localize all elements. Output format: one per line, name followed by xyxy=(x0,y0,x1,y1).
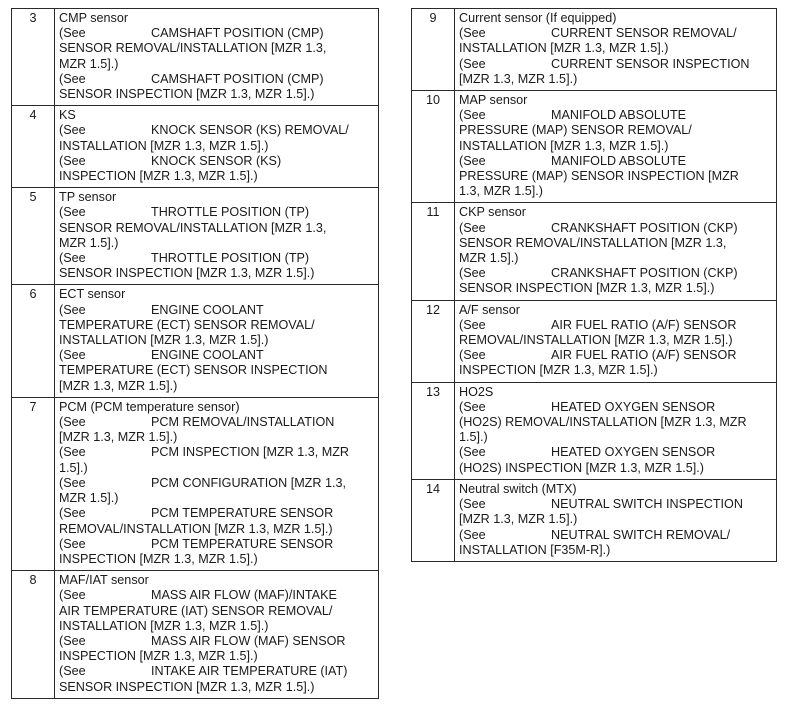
sensor-title: MAP sensor xyxy=(459,93,528,108)
reference-line: (See CURRENT SENSOR REMOVAL/ xyxy=(459,26,737,41)
reference-line: INSPECTION [MZR 1.3, MZR 1.5].) xyxy=(459,363,658,378)
procedure-reference[interactable] xyxy=(459,445,772,475)
reference-line: TEMPERATURE (ECT) SENSOR REMOVAL/ xyxy=(59,317,315,332)
procedure-reference[interactable] xyxy=(59,634,374,664)
reference-line: MZR 1.5].) xyxy=(59,491,119,506)
reference-line: INSPECTION [MZR 1.3, MZR 1.5].) xyxy=(59,551,258,566)
sensor-title: HO2S xyxy=(459,384,494,399)
reference-line: SENSOR INSPECTION [MZR 1.3, MZR 1.5].) xyxy=(59,679,315,694)
item-body xyxy=(55,285,379,397)
procedure-reference[interactable] xyxy=(459,318,772,348)
reference-line: (See MANIFOLD ABSOLUTE xyxy=(459,153,687,168)
reference-line: SENSOR REMOVAL/INSTALLATION [MZR 1.3, xyxy=(59,220,327,235)
reference-line: (See AIR FUEL RATIO (A/F) SENSOR xyxy=(459,348,737,363)
procedure-reference[interactable] xyxy=(459,528,772,558)
reference-line: INSTALLATION [F35M-R].) xyxy=(459,542,611,557)
sensor-row xyxy=(12,571,379,699)
item-number: 12 xyxy=(412,300,455,382)
reference-line: (See CAMSHAFT POSITION (CMP) xyxy=(59,71,324,86)
item-body xyxy=(55,571,379,699)
procedure-reference[interactable] xyxy=(459,154,772,200)
reference-line: PRESSURE (MAP) SENSOR REMOVAL/ xyxy=(459,123,692,138)
reference-line: 1.3, MZR 1.5].) xyxy=(459,184,543,199)
reference-line: 1.5].) xyxy=(59,460,88,475)
reference-line: INSPECTION [MZR 1.3, MZR 1.5].) xyxy=(59,169,258,184)
reference-line: (See CRANKSHAFT POSITION (CKP) xyxy=(459,266,738,281)
reference-line: (See CURRENT SENSOR INSPECTION xyxy=(459,56,750,71)
reference-line: (See THROTTLE POSITION (TP) xyxy=(59,251,310,266)
reference-line: (See PCM INSPECTION [MZR 1.3, MZR xyxy=(59,445,350,460)
procedure-reference[interactable] xyxy=(59,251,374,281)
item-body xyxy=(55,397,379,570)
sensor-title: ECT sensor xyxy=(59,287,126,302)
item-number: 10 xyxy=(412,91,455,203)
procedure-reference[interactable] xyxy=(59,205,374,251)
reference-line: SENSOR INSPECTION [MZR 1.3, MZR 1.5].) xyxy=(459,281,715,296)
reference-line: (See MASS AIR FLOW (MAF)/INTAKE xyxy=(59,588,337,603)
reference-line: (See CRANKSHAFT POSITION (CKP) xyxy=(459,220,738,235)
sensor-title: Neutral switch (MTX) xyxy=(459,481,577,496)
sensor-row xyxy=(12,106,379,188)
reference-line: REMOVAL/INSTALLATION [MZR 1.3, MZR 1.5].) xyxy=(459,333,733,348)
procedure-reference[interactable] xyxy=(459,266,772,296)
procedure-reference[interactable] xyxy=(459,221,772,267)
reference-line: SENSOR REMOVAL/INSTALLATION [MZR 1.3, xyxy=(459,235,727,250)
reference-line: (See NEUTRAL SWITCH REMOVAL/ xyxy=(459,527,731,542)
item-body xyxy=(455,203,777,300)
reference-line: PRESSURE (MAP) SENSOR INSPECTION [MZR xyxy=(459,169,739,184)
sensor-row xyxy=(412,9,777,91)
procedure-reference[interactable] xyxy=(59,123,374,153)
item-number: 3 xyxy=(12,9,55,106)
reference-line: (HO2S) REMOVAL/INSTALLATION [MZR 1.3, MZR xyxy=(459,415,747,430)
procedure-reference[interactable] xyxy=(59,154,374,184)
procedure-reference[interactable] xyxy=(59,445,374,475)
item-number: 6 xyxy=(12,285,55,397)
procedure-reference[interactable] xyxy=(59,476,374,506)
sensor-title: MAF/IAT sensor xyxy=(59,573,149,588)
item-number: 11 xyxy=(412,203,455,300)
sensor-reference-table-right xyxy=(411,8,777,562)
procedure-reference[interactable] xyxy=(459,57,772,87)
reference-line: [MZR 1.3, MZR 1.5].) xyxy=(59,378,178,393)
sensor-row xyxy=(412,479,777,561)
procedure-reference[interactable] xyxy=(459,400,772,446)
item-number: 4 xyxy=(12,106,55,188)
reference-line: (HO2S) INSPECTION [MZR 1.3, MZR 1.5].) xyxy=(459,460,704,475)
reference-line: SENSOR INSPECTION [MZR 1.3, MZR 1.5].) xyxy=(59,87,315,102)
sensor-title: PCM (PCM temperature sensor) xyxy=(59,399,240,414)
sensor-title: Current sensor (If equipped) xyxy=(459,11,617,25)
reference-line: MZR 1.5].) xyxy=(59,56,119,71)
sensor-row xyxy=(12,285,379,397)
item-body xyxy=(455,9,777,91)
sensor-title: KS xyxy=(59,108,76,123)
reference-line: INSPECTION [MZR 1.3, MZR 1.5].) xyxy=(59,649,258,664)
procedure-reference[interactable] xyxy=(59,664,374,694)
item-body xyxy=(455,91,777,203)
reference-line: (See PCM CONFIGURATION [MZR 1.3, xyxy=(59,475,346,490)
reference-line: (See HEATED OXYGEN SENSOR xyxy=(459,399,716,414)
item-body xyxy=(55,106,379,188)
sensor-title: CKP sensor xyxy=(459,205,526,220)
reference-line: (See PCM TEMPERATURE SENSOR xyxy=(59,536,334,551)
item-number: 5 xyxy=(12,188,55,285)
sensor-row xyxy=(12,188,379,285)
item-body xyxy=(55,188,379,285)
reference-line: (See KNOCK SENSOR (KS) REMOVAL/ xyxy=(59,123,349,138)
sensor-row xyxy=(412,203,777,300)
item-number: 7 xyxy=(12,397,55,570)
reference-line: (See PCM REMOVAL/INSTALLATION xyxy=(59,415,335,430)
procedure-reference[interactable] xyxy=(59,72,374,102)
reference-line: REMOVAL/INSTALLATION [MZR 1.3, MZR 1.5].) xyxy=(59,521,333,536)
reference-line: (See MANIFOLD ABSOLUTE xyxy=(459,108,687,123)
procedure-reference[interactable] xyxy=(59,303,374,349)
item-body xyxy=(455,382,777,479)
sensor-row xyxy=(412,300,777,382)
sensor-reference-table-left xyxy=(11,8,379,699)
reference-line: (See AIR FUEL RATIO (A/F) SENSOR xyxy=(459,317,737,332)
sensor-row xyxy=(12,9,379,106)
reference-line: [MZR 1.3, MZR 1.5].) xyxy=(459,71,578,86)
reference-line: INSTALLATION [MZR 1.3, MZR 1.5].) xyxy=(59,138,269,153)
reference-line: (See ENGINE COOLANT xyxy=(59,302,264,317)
item-number: 14 xyxy=(412,479,455,561)
reference-line: [MZR 1.3, MZR 1.5].) xyxy=(459,512,578,527)
reference-line: SENSOR REMOVAL/INSTALLATION [MZR 1.3, xyxy=(59,41,327,56)
item-number: 9 xyxy=(412,9,455,91)
reference-line: 1.5].) xyxy=(459,430,488,445)
sensor-title: TP sensor xyxy=(59,190,117,205)
procedure-reference[interactable] xyxy=(59,537,374,567)
procedure-reference[interactable] xyxy=(59,348,374,394)
item-body xyxy=(55,9,379,106)
reference-line: AIR TEMPERATURE (IAT) SENSOR REMOVAL/ xyxy=(59,603,333,618)
reference-line: INSTALLATION [MZR 1.3, MZR 1.5].) xyxy=(59,618,269,633)
reference-line: (See KNOCK SENSOR (KS) xyxy=(59,153,282,168)
reference-line: TEMPERATURE (ECT) SENSOR INSPECTION xyxy=(59,363,328,378)
reference-line: (See PCM TEMPERATURE SENSOR xyxy=(59,506,334,521)
procedure-reference[interactable] xyxy=(459,26,772,56)
procedure-reference[interactable] xyxy=(459,108,772,154)
reference-line: MZR 1.5].) xyxy=(59,235,119,250)
reference-line: INSTALLATION [MZR 1.3, MZR 1.5].) xyxy=(459,138,669,153)
reference-line: (See MASS AIR FLOW (MAF) SENSOR xyxy=(59,633,346,648)
sensor-title: A/F sensor xyxy=(459,302,520,317)
procedure-reference[interactable] xyxy=(459,348,772,378)
reference-line: INSTALLATION [MZR 1.3, MZR 1.5].) xyxy=(59,333,269,348)
sensor-row xyxy=(12,397,379,570)
item-body xyxy=(455,479,777,561)
item-number: 8 xyxy=(12,571,55,699)
procedure-reference[interactable] xyxy=(59,26,374,72)
reference-line: MZR 1.5].) xyxy=(459,251,519,266)
reference-line: INSTALLATION [MZR 1.3, MZR 1.5].) xyxy=(459,41,669,56)
procedure-reference[interactable] xyxy=(459,497,772,527)
reference-line: (See HEATED OXYGEN SENSOR xyxy=(459,445,716,460)
procedure-reference[interactable] xyxy=(59,588,374,634)
sensor-row xyxy=(412,382,777,479)
reference-line: SENSOR INSPECTION [MZR 1.3, MZR 1.5].) xyxy=(59,266,315,281)
sensor-row xyxy=(412,91,777,203)
reference-line: (See ENGINE COOLANT xyxy=(59,348,264,363)
reference-line: (See THROTTLE POSITION (TP) xyxy=(59,205,310,220)
sensor-title: CMP sensor xyxy=(59,11,129,25)
reference-line: [MZR 1.3, MZR 1.5].) xyxy=(59,430,178,445)
procedure-reference[interactable] xyxy=(59,506,374,536)
reference-line: (See NEUTRAL SWITCH INSPECTION xyxy=(459,497,743,512)
reference-line: (See CAMSHAFT POSITION (CMP) xyxy=(59,26,324,41)
item-body xyxy=(455,300,777,382)
reference-line: (See INTAKE AIR TEMPERATURE (IAT) xyxy=(59,664,348,679)
procedure-reference[interactable] xyxy=(59,415,374,445)
item-number: 13 xyxy=(412,382,455,479)
